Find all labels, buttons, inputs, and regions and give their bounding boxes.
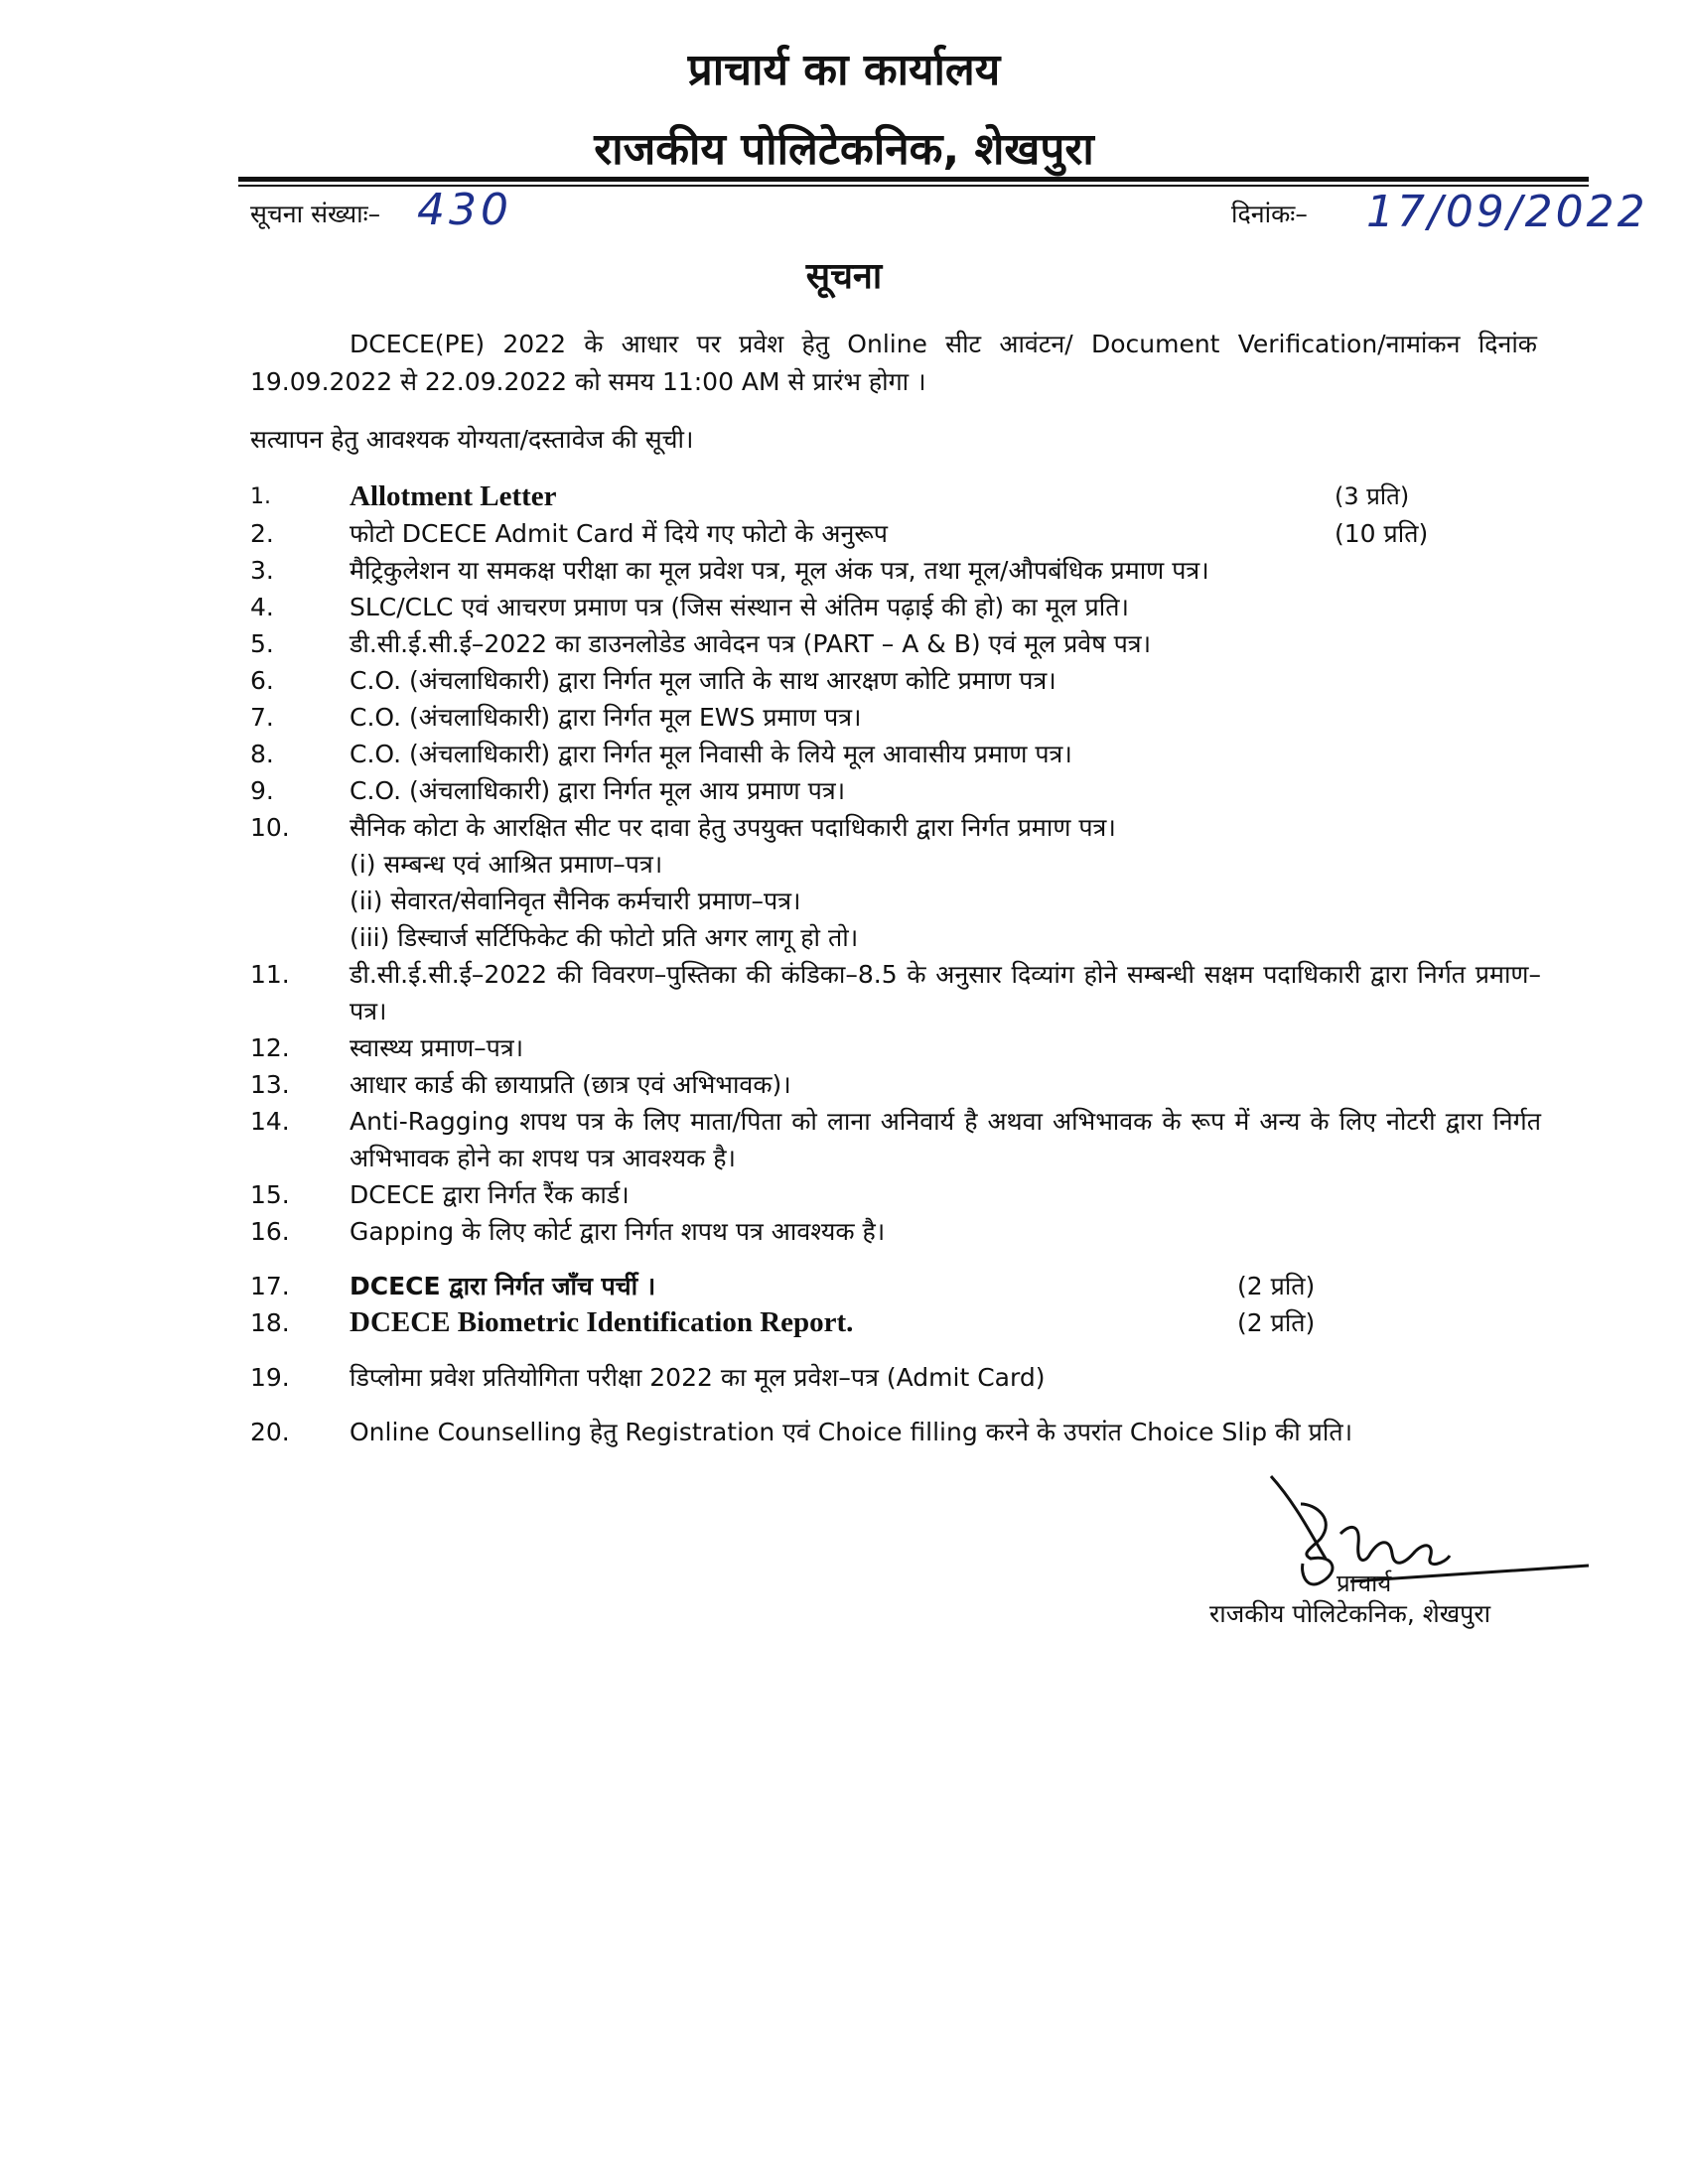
list-item: 12. स्वास्थ्य प्रमाण–पत्र। xyxy=(250,1033,524,1062)
signatory-designation: प्राचार्य xyxy=(1336,1570,1392,1597)
list-item: 2. फोटो DCECE Admit Card में दिये गए फोटो के अनुरूप (10 प्रति) xyxy=(250,519,1429,548)
header-rule xyxy=(238,177,1589,182)
list-item: 3. मैट्रिकुलेशन या समकक्ष परीक्षा का मूल प्रवेश पत्र, मूल अंक पत्र, तथा मूल/औपबंधिक प्रमाण पत्र। xyxy=(250,556,1209,585)
list-item: 4. SLC/CLC एवं आचरण प्रमाण पत्र (जिस संस्थान से अंतिम पढ़ाई की हो) का मूल प्रति। xyxy=(250,593,1129,621)
principal-signature xyxy=(1201,1464,1599,1603)
list-item: 10. सैनिक कोटा के आरक्षित सीट पर दावा हेतु उपयुक्त पदाधिकारी द्वारा निर्गत प्रमाण पत्र। xyxy=(250,813,1116,842)
list-item: 1. Allotment Letter (3 प्रति) xyxy=(250,480,1410,512)
notice-number: 430 xyxy=(417,185,512,235)
institution-heading: राजकीय पोलिटेकनिक, शेखपुरा xyxy=(594,124,1094,175)
document-list xyxy=(250,477,1541,1450)
list-item: 6. C.O. (अंचलाधिकारी) द्वारा निर्गत मूल जाति के साथ आरक्षण कोटि प्रमाण पत्र। xyxy=(250,666,1056,695)
sub-item: (iii) डिस्चार्ज सर्टिफिकेट की फोटो प्रति अगर लागू हो तो। xyxy=(350,923,859,952)
signatory-institution: राजकीय पोलिटेकनिक, शेखपुरा xyxy=(1209,1599,1491,1628)
list-item: 8. C.O. (अंचलाधिकारी) द्वारा निर्गत मूल निवासी के लिये मूल आवासीय प्रमाण पत्र। xyxy=(250,740,1072,768)
notice-title: सूचना xyxy=(805,256,883,297)
list-intro: सत्यापन हेतु आवश्यक योग्यता/दस्तावेज की सूची। xyxy=(250,425,694,454)
intro-paragraph: DCECE(PE) 2022 के आधार पर प्रवेश हेतु Online सीट आवंटन/ Document Verification/नामांकन दिनांक 19.09.2022 से 22.09.2022 को समय 11:00 AM से प्रारंभ होगा । xyxy=(250,330,1537,396)
list-item: 15. DCECE द्वारा निर्गत रैंक कार्ड। xyxy=(250,1180,630,1209)
list-item: 20. Online Counselling हेतु Registration एवं Choice filling करने के उपरांत Choice Slip की प्रति। xyxy=(250,1418,1353,1446)
list-item: 7. C.O. (अंचलाधिकारी) द्वारा निर्गत मूल EWS प्रमाण पत्र। xyxy=(250,703,862,732)
office-heading: प्राचार्य का कार्यालय xyxy=(687,45,1001,95)
list-item: 16. Gapping के लिए कोर्ट द्वारा निर्गत शपथ पत्र आवश्यक है। xyxy=(250,1217,886,1246)
list-item: 9. C.O. (अंचलाधिकारी) द्वारा निर्गत मूल आय प्रमाण पत्र। xyxy=(250,776,846,805)
list-item: 14. Anti-Ragging शपथ पत्र के लिए माता/पिता को लाना अनिवार्य है अथवा अभिभावक के रूप में अन्य के लिए नोटरी द्वारा निर्गत अभिभावक होने का शपथ पत्र आवश्यक है। xyxy=(250,1107,1541,1172)
sub-item: (i) सम्बन्ध एवं आश्रित प्रमाण–पत्र। xyxy=(350,850,663,879)
list-item: 19. डिप्लोमा प्रवेश प्रतियोगिता परीक्षा 2022 का मूल प्रवेश–पत्र (Admit Card) xyxy=(250,1363,1046,1392)
list-item: 5. डी.सी.ई.सी.ई–2022 का डाउनलोडेड आवेदन पत्र (PART – A & B) एवं मूल प्रवेष पत्र। xyxy=(250,629,1152,658)
list-item: 11. डी.सी.ई.सी.ई–2022 की विवरण–पुस्तिका की कंडिका–8.5 के अनुसार दिव्यांग होने सम्बन्धी सक्षम पदाधिकारी द्वारा निर्गत प्रमाण–पत्र। xyxy=(250,960,1541,1025)
list-item: 17. DCECE द्वारा निर्गत जाँच पर्ची । (2 प्रति) xyxy=(250,1272,1316,1300)
date-label: दिनांकः– xyxy=(1231,200,1308,228)
notice-date: 17/09/2022 xyxy=(1366,187,1648,237)
list-item: 18. DCECE Biometric Identification Report. (2 प्रति) xyxy=(250,1306,1316,1338)
notice-number-label: सूचना संख्याः– xyxy=(250,200,381,228)
list-item: 13. आधार कार्ड की छायाप्रति (छात्र एवं अभिभावक)। xyxy=(250,1070,791,1099)
sub-item: (ii) सेवारत/सेवानिवृत सैनिक कर्मचारी प्रमाण–पत्र। xyxy=(350,887,801,915)
